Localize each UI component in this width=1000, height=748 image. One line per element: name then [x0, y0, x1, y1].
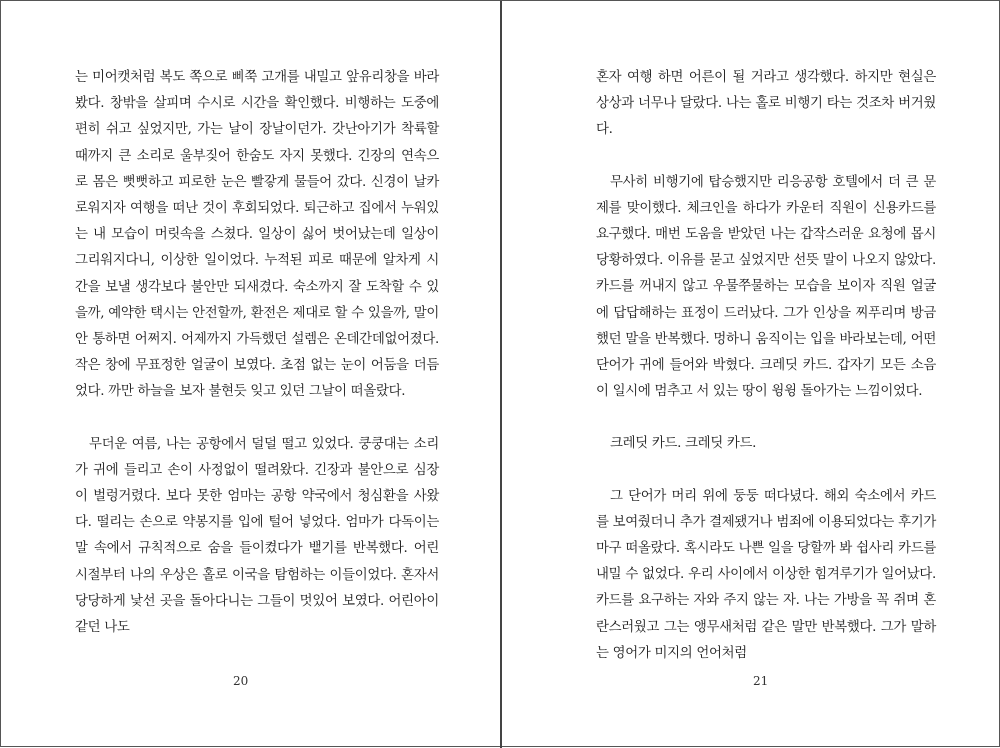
left-page-text [75, 65, 439, 641]
right-page-text [596, 65, 936, 667]
paragraph: 그 단어가 머리 위에 둥둥 떠다녔다. 해외 숙소에서 카드를 보여줬더니 추가 결제됐거나 범죄에 이용되었다는 후기가 마구 떠올랐다. 혹시라도 나쁜 일을 당할까 봐 쉽사리 카드를 내밀 수 없었다. 우리 사이에서 이상한 힘겨루기가 일어났다. 카드를 요구하는 자와 주지 않는 자. 나는 가방을 꼭 쥐며 혼란스러웠고 그는 앵무새처럼 같은 말만 반복했다. 그가 말하는 영어가 미지의 언어처럼 [596, 488, 936, 661]
paragraph: 무더운 여름, 나는 공항에서 덜덜 떨고 있었다. 쿵쿵대는 소리가 귀에 들리고 손이 사정없이 떨려왔다. 긴장과 불안으로 심장이 벌렁거렸다. 보다 못한 엄마는 공항 약국에서 청심환을 사왔다. 떨리는 손으로 약봉지를 입에 털어 넣었다. 엄마가 다독이는 말 속에서 규칙적으로 숨을 들이켰다가 뱉기를 반복했다. 어린 시절부터 나의 우상은 홀로 이국을 탐험하는 이들이었다. 혼자서 당당하게 낯선 곳을 돌아다니는 그들이 멋있어 보였다. 어린아이 같던 나도 [75, 436, 439, 636]
left-page [75, 65, 439, 641]
paragraph: 무사히 비행기에 탑승했지만 리응공항 호텔에서 더 큰 문제를 맞이했다. 체크인을 하다가 카운터 직원이 신용카드를 요구했다. 매번 도움을 받았던 나는 갑작스러운 요청에 몹시 당황하였다. 이유를 묻고 싶었지만 선뜻 말이 나오지 않았다. 카드를 꺼내지 않고 우물쭈물하는 모습을 보이자 직원 얼굴에 답답해하는 표정이 드러났다. 그가 인상을 찌푸리며 방금 했던 말을 반복했다. 멍하니 움직이는 입을 바라보는데, 어떤 단어가 귀에 들어와 박혔다. 크레딧 카드. 갑자기 모든 소음이 일시에 멈추고 서 있는 땅이 윙윙 돌아가는 느낌이었다. [596, 174, 936, 400]
paragraph: 크레딧 카드. 크레딧 카드. [610, 436, 757, 452]
right-page [596, 65, 936, 667]
paragraph: 는 미어캣처럼 복도 쪽으로 삐쭉 고개를 내밀고 앞유리창을 바라봤다. 창밖을 살피며 수시로 시간을 확인했다. 비행하는 도중에 편히 쉬고 싶었지만, 가는 날이 장날이던가. 갓난아기가 착륙할 때까지 큰 소리로 울부짖어 한숨도 자지 못했다. 긴장의 연속으로 몸은 뻣뻣하고 피로한 눈은 빨갛게 물들어 갔다. 신경이 날카로워지자 여행을 떠난 것이 후회되었다. 퇴근하고 집에서 누워있는 내 모습이 머릿속을 스쳤다. 일상이 싫어 벗어났는데 일상이 그리워지다니, 이상한 일이었다. 누적된 피로 때문에 알차게 시간을 보낼 생각보다 불안만 되새겼다. 숙소까지 잘 도착할 수 있을까, 예약한 택시는 안전할까, 환전은 제대로 할 수 있을까, 말이 안 통하면 어쩌지. 어제까지 가득했던 설렘은 온데간데없어졌다. 작은 창에 무표정한 얼굴이 보였다. 초점 없는 눈이 어둠을 더듬었다. 까만 하늘을 보자 불현듯 잊고 있던 그날이 떠올랐다. [75, 70, 439, 400]
page-number: 21 [753, 674, 769, 688]
page-number: 20 [233, 674, 249, 688]
page-gutter [500, 1, 502, 748]
paragraph: 혼자 여행 하면 어른이 될 거라고 생각했다. 하지만 현실은 상상과 너무나 달랐다. 나는 홀로 비행기 타는 것조차 버거웠다. [596, 70, 936, 138]
